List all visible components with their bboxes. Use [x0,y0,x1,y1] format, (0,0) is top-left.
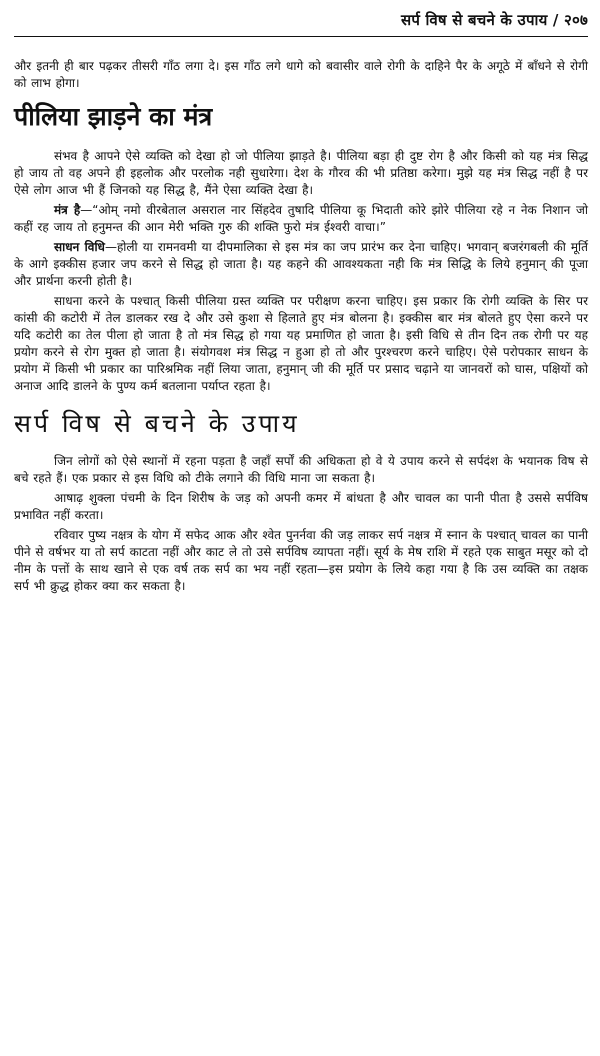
section-heading-snake-venom: सर्प विष से बचने के उपाय [14,409,300,438]
continued-paragraph: और इतनी ही बार पढ़कर तीसरी गाँठ लगा दे। इस गाँठ लगे धागे को बवासीर वाले रोगी के दाहिने पैर के अगूठे में बाँधने से रोगी को लाभ होगा। [14,59,588,90]
body-text [14,58,588,595]
run-in-lead: साधन विधि [54,240,105,254]
paragraph: साधन विधि—होली या रामनवमी या दीपमालिका से इस मंत्र का जप प्रारंभ कर देना चाहिए। भगवान् बजरंगबली की मूर्ति के आगे इक्कीस हजार जप करने से सिद्ध हो जाता है। यह कहने की आवश्यकता नही कि मंत्र सिद्धि के लिये हनुमान् की पूजा और प्रार्थना करनी होती है। [14,240,588,288]
paragraph: मंत्र है—“ओम् नमो वीरबेताल असराल नार सिंहदेव तुषादि पीलिया कू भिदाती कोरे झोरे पीलिया रहे न नेक निशान जो कहीं रह जाय तो हनुमन्त की आन मेरी भक्ति गुरु की शक्ति फुरो मंत्र ईश्वरी वाचा।” [14,203,588,234]
running-head: सर्प विष से बचने के उपाय / २०७ [401,11,588,29]
paragraph: साधना करने के पश्चात् किसी पीलिया ग्रस्त व्यक्ति पर परीक्षण करना चाहिए। इस प्रकार कि रोगी व्यक्ति के सिर पर कांसी की कटोरी में तेल डालकर रख दे और उसे कुशा से हिलाते हुए मंत्र बोलना है। इक्कीस बार मंत्र बोलते हुए ऐसा करने पर यदि कटोरी का तेल पीला हो जाता है तो मंत्र सिद्ध हो गया यह प्रमाणित हो जाता है। इसी विधि से तीन दिन तक रोगी पर यह प्रयोग करने से रोग मुक्त हो जाता है। संयोगवश मंत्र सिद्ध न हुआ हो तो और पुरश्चरण करने चाहिए। ऐसे परोपकार साधन के प्रयोग में किसी भी प्रकार का पारिश्रमिक नहीं लिया जाता, हनुमान् जी की मूर्ति पर प्रसाद चढ़ाने या जानवरों को घास, पक्षियों को अनाज आदि डालने के पुण्य कर्म बतलाना पर्याप्त रहता है। [14,294,588,393]
paragraph: जिन लोगों को ऐसे स्थानों में रहना पड़ता है जहाँ सर्पों की अधिकता हो वे ये उपाय करने से सर्पदंश के भयानक विष से बचे रहते हैं। एक प्रकार से इस विधि को टीके लगाने की विधि माना जा सकता है। [14,454,588,485]
book-page [14,0,588,1056]
paragraph: रविवार पुष्य नक्षत्र के योग में सफेद आक और श्वेत पुनर्नवा की जड़ लाकर सर्प नक्षत्र में स्नान के पश्चात् चावल का पानी पीने से वर्षभर या तो सर्प काटता नहीं और काट ले तो उसे सर्पविष व्यापता नहीं। सूर्य के मेष राशि में रहते एक साबुत मसूर को दो नीम के पत्तों के साथ खाने से एक वर्ष तक सर्प का भय नहीं रहता—इस प्रयोग के लिये कहा गया है कि उस व्यक्ति का तक्षक सर्प भी क्रुद्ध होकर क्या कर सकता है। [14,528,588,593]
section-heading-jaundice-mantra: पीलिया झाड़ने का मंत्र [14,102,213,131]
header-rule [14,36,588,37]
run-in-lead: मंत्र है [54,203,81,217]
paragraph: संभव है आपने ऐसे व्यक्ति को देखा हो जो पीलिया झाड़ते है। पीलिया बड़ा ही दुष्ट रोग है और किसी को यह मंत्र सिद्ध हो जाय तो वह अपने ही इहलोक और परलोक नही सुधारेगा। देश के गौरव की भी प्रतिष्ठा करेगा। मुझे यह मंत्र सिद्ध नहीं है पर ऐसे लोग आज भी हैं जिनको यह सिद्ध है, मैंने ऐसा व्यक्ति देखा है। [14,149,588,197]
paragraph: आषाढ़ शुक्ला पंचमी के दिन शिरीष के जड़ को अपनी कमर में बांधता है और चावल का पानी पीता है उससे सर्पविष प्रभावित नहीं करता। [14,491,588,522]
